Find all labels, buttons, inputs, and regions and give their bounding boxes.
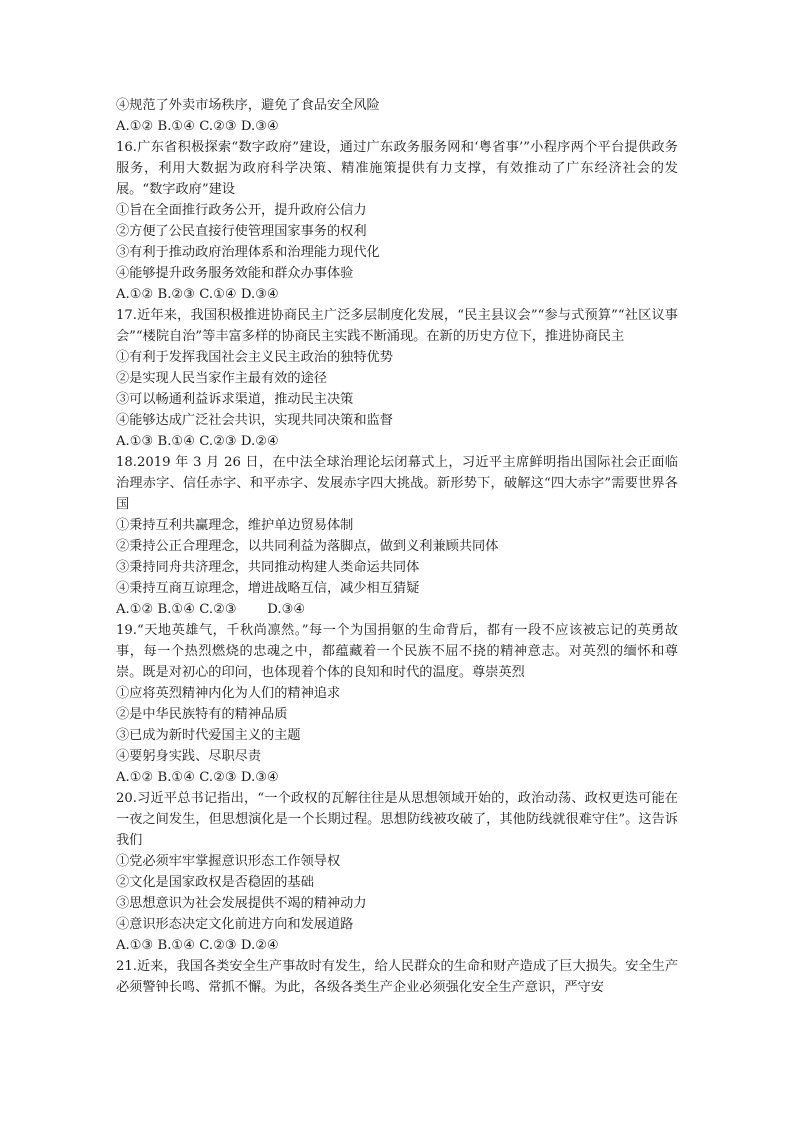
- statement-line: ②方便了公民直接行使管理国家事务的权利: [116, 224, 367, 239]
- statement-line: ②秉持公正合理理念，以共同利益为落脚点，做到义利兼顾共同体: [116, 539, 499, 554]
- question-stem: 18.2019 年 3 月 26 日，在中法全球治理论坛闭幕式上，习近平主席鲜明指出国际社会正面临治理赤字、信任赤字、和平赤字、发展赤字四大挑战。新形势下，破解这“四大赤字”需要世界各国: [116, 455, 678, 512]
- statement-line: ④意识形态决定文化前进方向和发展道路: [116, 917, 354, 932]
- question-stem: 20.习近平总书记指出，“一个政权的瓦解往往是从思想领域开始的，政治动荡、政权更迭可能在一夜之间发生，但思想演化是一个长期过程。思想防线被攻破了，其他防线就很难守住”。这告诉我们: [116, 791, 678, 848]
- answer-options: A.①③ B.①④ C.②③ D.②④: [116, 434, 279, 449]
- statement-line: ③可以畅通利益诉求渠道，推动民主决策: [116, 392, 354, 407]
- statement-line: ④规范了外卖市场秩序，避免了食品安全风险: [116, 98, 380, 113]
- answer-options: A.①② B.②③ C.①④ D.③④: [116, 287, 279, 302]
- statement-line: ④能够提升政务服务效能和群众办事体验: [116, 266, 354, 281]
- answer-options: A.①② B.①④ C.②③ D.③④: [116, 602, 306, 617]
- question-stem: 19.“天地英雄气，千秋尚凛然。”每一个为国捐躯的生命背后，都有一段不应该被忘记的英勇故事，每一个热烈燃烧的忠魂之中，都蕴藏着一个民族不屈不挠的精神意志。对英烈的缅怀和尊崇。既是对初心的印问，也体现着个体的良知和时代的温度。尊崇英烈: [116, 623, 678, 680]
- statement-line: ①应将英烈精神内化为人们的精神追求: [116, 686, 341, 701]
- statement-line: ③已成为新时代爱国主义的主题: [116, 728, 301, 743]
- answer-options: A.①③ B.①④ C.②③ D.②④: [116, 938, 279, 953]
- statement-line: ④秉持互商互谅理念，增进战略互信，减少相互猜疑: [116, 581, 420, 596]
- statement-line: ①秉持互利共赢理念，维护单边贸易体制: [116, 518, 354, 533]
- question-stem: 21.近来，我国各类安全生产事故时有发生，给人民群众的生命和财产造成了巨大损失。安全生产必须警钟长鸣、常抓不懈。为此，各级各类生产企业必须强化安全生产意识，严守安: [116, 959, 678, 995]
- statement-line: ④能够达成广泛社会共识，实现共同决策和监督: [116, 413, 393, 428]
- question-stem: 16.广东省积极探索“数字政府”建设，通过广东政务服务网和‘粤省事’”小程序两个平台提供政务服务，利用大数据为政府科学决策、精准施策提供有力支撑，有效推动了广东经济社会的发展。“数字政府”建设: [116, 140, 678, 197]
- exam-page: [116, 95, 678, 998]
- statement-line: ①有利于发挥我国社会主义民主政治的独特优势: [116, 350, 393, 365]
- statement-line: ②是实现人民当家作主最有效的途径: [116, 371, 327, 386]
- statement-line: ②文化是国家政权是否稳固的基础: [116, 875, 314, 890]
- answer-options: A.①② B.①④ C.②③ D.③④: [116, 119, 279, 134]
- statement-line: ②是中华民族特有的精神品质: [116, 707, 288, 722]
- statement-line: ④要躬身实践、尽职尽责: [116, 749, 262, 764]
- statement-line: ③思想意识为社会发展提供不竭的精神动力: [116, 896, 367, 911]
- statement-line: ①旨在全面推行政务公开，提升政府公信力: [116, 203, 367, 218]
- question-stem: 17.近年来，我国积极推进协商民主广泛多层制度化发展，“民主县议会”“参与式预算”“社区议事会”“楼院自治”等丰富多样的协商民主实践不断涌现。在新的历史方位下，推进协商民主: [116, 308, 678, 344]
- answer-options: A.①② B.①④ C.②③ D.③④: [116, 770, 279, 785]
- statement-line: ③秉持同舟共济理念，共同推动构建人类命运共同体: [116, 560, 420, 575]
- statement-line: ③有利于推动政府治理体系和治理能力现代化: [116, 245, 380, 260]
- statement-line: ①党必须牢牢掌握意识形态工作领导权: [116, 854, 341, 869]
